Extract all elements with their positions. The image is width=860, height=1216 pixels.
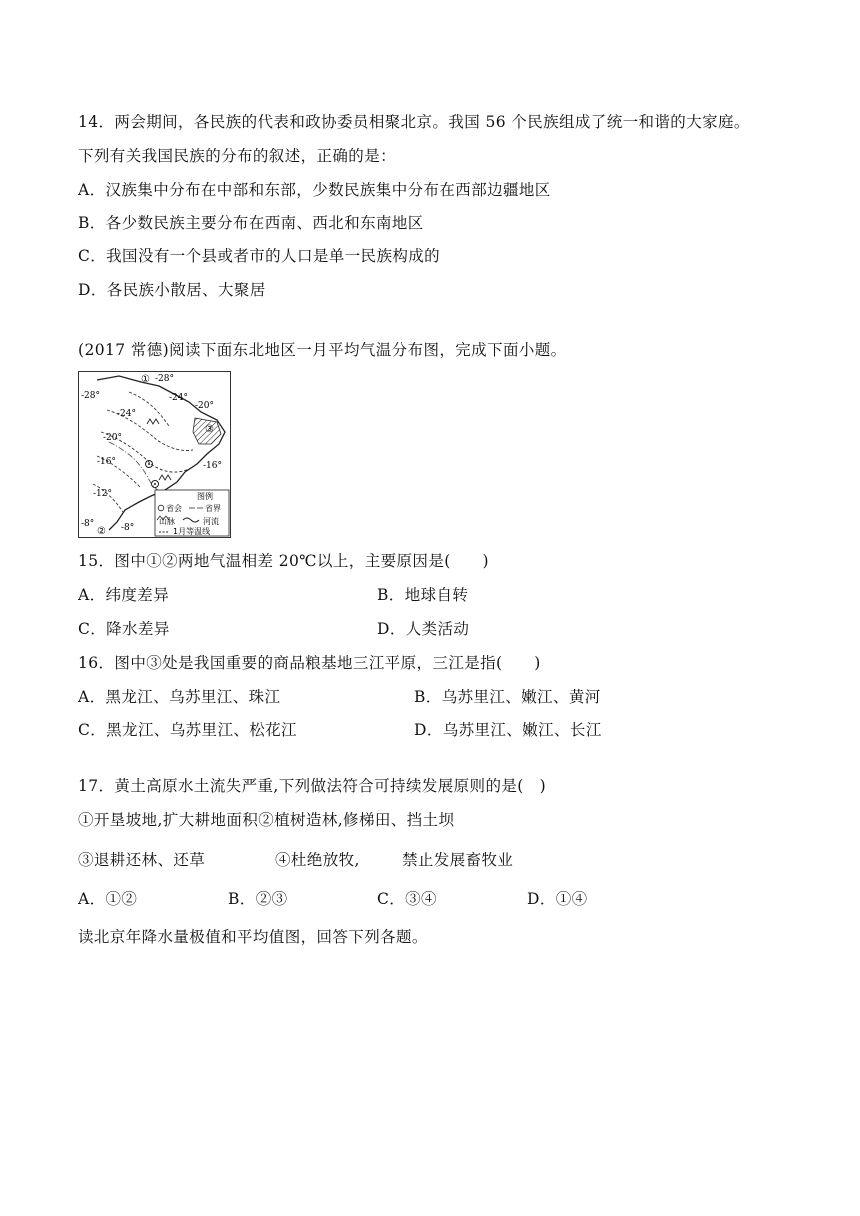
isotherm-label: -16°	[203, 461, 222, 471]
q16-option-a: A．黑龙江、乌苏里江、珠江	[78, 688, 281, 706]
isotherm-label: -20°	[103, 433, 122, 443]
q15-option-a: A．纬度差异	[78, 586, 170, 604]
isotherm-label: -28°	[81, 391, 100, 401]
isotherm-label: -8°	[121, 523, 135, 533]
province-border	[109, 442, 171, 492]
q17-item-4-cont: 禁止发展畜牧业	[402, 851, 514, 869]
capital-dot	[154, 483, 156, 485]
q17-option-a: A．①②	[78, 890, 138, 908]
legend-border: 省界	[205, 504, 221, 513]
legend-river: 河流	[203, 517, 219, 526]
isotherm-label: -24°	[169, 393, 188, 403]
q14-stem-line2: 下列有关我国民族的分布的叙述，正确的是：	[78, 147, 397, 165]
q14-stem-line1: 14．两会期间，各民族的代表和政协委员相聚北京。我国 56 个民族组成了统一和谐的大家庭。	[78, 113, 750, 131]
q14-option-c: C．我国没有一个县或者市的人口是单一民族构成的	[78, 247, 441, 265]
legend-capital: 省会	[166, 504, 182, 513]
q14-option-a: A．汉族集中分布在中部和东部，少数民族集中分布在西部边疆地区	[78, 181, 551, 199]
isotherm-label: -28°	[155, 374, 174, 384]
legend-title: 图例	[197, 492, 213, 501]
isotherm-label: -20°	[195, 401, 214, 411]
q15-option-b: B．地球自转	[377, 586, 469, 604]
q16-option-d: D．乌苏里江、嫩江、长江	[414, 721, 602, 739]
q17-item-3: ③退耕还林、还草	[78, 851, 206, 869]
isotherm-label: -8°	[81, 519, 95, 529]
legend-isotherm: 1月等温线	[173, 527, 211, 536]
isotherm-label: -12°	[93, 489, 112, 499]
chart-intro: 读北京年降水量极值和平均值图，回答下列各题。	[78, 928, 428, 946]
q15-option-d: D．人类活动	[377, 620, 470, 638]
q16-option-c: C．黑龙江、乌苏里江、松花江	[78, 721, 297, 739]
q15-option-c: C．降水差异	[78, 620, 170, 638]
q17-item-4: ④杜绝放牧,	[275, 851, 360, 869]
capital-dot	[148, 463, 150, 465]
q17-stem: 17．黄土高原水土流失严重,下列做法符合可持续发展原则的是( )	[78, 777, 547, 795]
q17-line2: ①开垦坡地,扩大耕地面积②植树造林,修梯田、挡土坝	[78, 811, 455, 829]
point-3-label: ③	[205, 424, 214, 435]
legend-mountain: 山脉	[159, 517, 175, 526]
isotherm-label: -16°	[97, 457, 116, 467]
q15-stem: 15．图中①②两地气温相差 20℃以上，主要原因是( )	[78, 552, 489, 570]
q14-option-d: D．各民族小散居、大聚居	[78, 281, 266, 299]
mountain-icon	[159, 475, 171, 480]
q17-option-b: B．②③	[228, 890, 288, 908]
q17-option-d: D．①④	[527, 890, 588, 908]
map-intro: (2017 常德)阅读下面东北地区一月平均气温分布图，完成下面小题。	[78, 341, 567, 359]
map-graphic	[79, 372, 230, 537]
q14-option-b: B．各少数民族主要分布在西南、西北和东南地区	[78, 214, 424, 232]
q16-stem: 16．图中③处是我国重要的商品粮基地三江平原，三江是指( )	[78, 654, 541, 672]
point-2-label: ②	[97, 526, 106, 537]
point-1-label: ①	[141, 374, 150, 385]
isotherm-label: -24°	[117, 409, 136, 419]
northeast-temperature-map	[78, 371, 231, 538]
q17-option-c: C．③④	[377, 890, 437, 908]
q16-option-b: B．乌苏里江、嫩江、黄河	[414, 688, 601, 706]
mountain-icon	[147, 419, 159, 424]
